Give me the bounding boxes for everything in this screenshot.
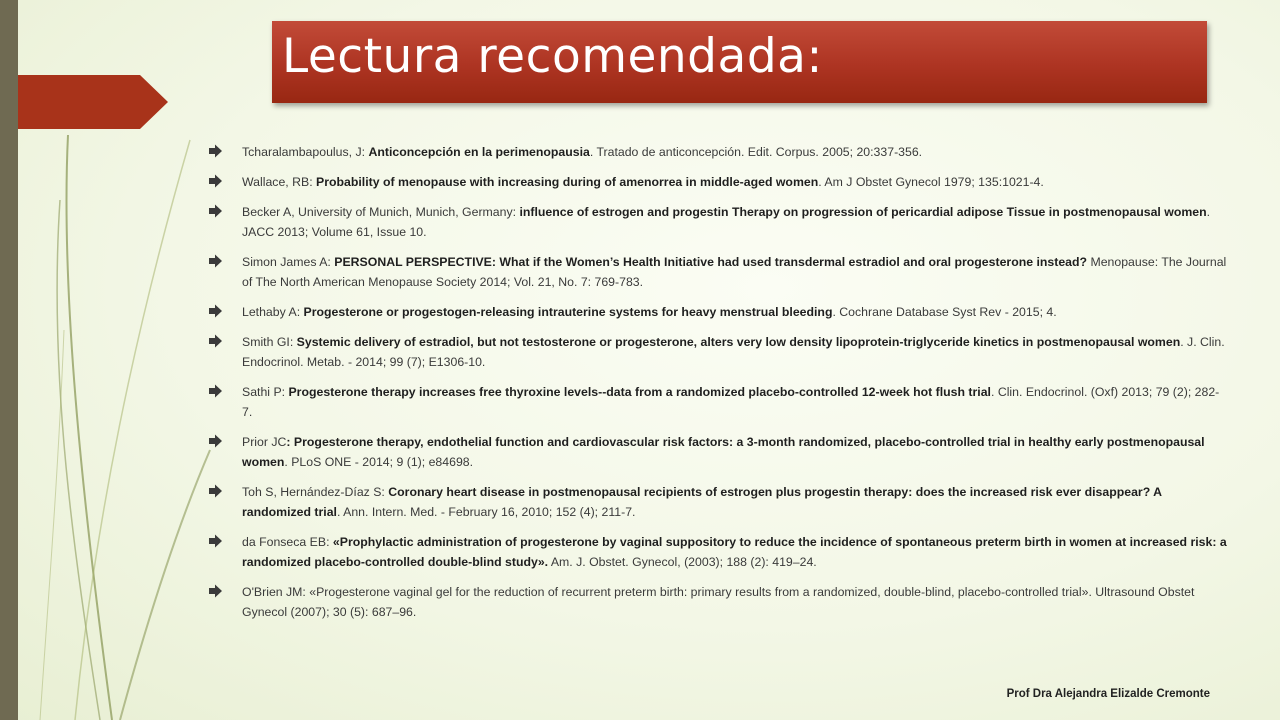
reference-authors: Simon James A: <box>242 255 335 269</box>
reference-source: . Ann. Intern. Med. - February 16, 2010; 152 (4); 211-7. <box>336 505 636 519</box>
arrow-right-icon <box>208 533 224 549</box>
reference-item <box>208 142 1228 162</box>
reference-source: . PLoS ONE - 2014; 9 (1); e84698. <box>284 455 474 469</box>
arrow-right-icon <box>208 143 224 159</box>
reference-item <box>208 252 1228 292</box>
reference-source: . Am J Obstet Gynecol 1979; 135:1021-4. <box>818 175 1044 189</box>
reference-title: PERSONAL PERSPECTIVE: What if the Women’s Health Initiative had used transdermal estradiol and oral progesterone instead? <box>334 255 1088 269</box>
reference-item <box>208 332 1228 372</box>
reference-source: Am. J. Obstet. Gynecol, (2003); 188 (2): 419–24. <box>548 555 817 569</box>
reference-source: . Cochrane Database Syst Rev - 2015; 4. <box>832 305 1057 319</box>
arrow-right-icon <box>208 433 224 449</box>
arrow-right-icon <box>208 303 224 319</box>
reference-source: . Tratado de anticoncepción. Edit. Corpus. 2005; 20:337-356. <box>589 145 923 159</box>
reference-item <box>208 382 1228 422</box>
reference-authors: Lethaby A: <box>242 305 304 319</box>
title-banner <box>272 21 1207 103</box>
reference-title: Progesterone therapy increases free thyroxine levels--data from a randomized placebo-controlled 12-week hot flush trial <box>288 385 991 399</box>
reference-authors: Wallace, RB: <box>242 175 317 189</box>
reference-authors: Smith GI: <box>242 335 297 349</box>
reference-source: Menopause: The Journal of The North American Menopause Society 2014; Vol. 21, No. 7: 769-783. <box>242 255 1227 289</box>
reference-authors: O'Brien JM: «Progesterone vaginal gel for the reduction of recurrent preterm birth: primary results from a randomized, double-blind, placebo-controlled trial». Ultrasound Obstet Gynecol (2007); 30 (5): 687–96. <box>242 585 1195 619</box>
arrow-right-icon <box>208 173 224 189</box>
reference-title: Systemic delivery of estradiol, but not testosterone or progesterone, alters very low density lipoprotein-triglyceride kinetics in postmenopausal women <box>296 335 1181 349</box>
arrow-right-icon <box>208 333 224 349</box>
reference-source: . JACC 2013; Volume 61, Issue 10. <box>242 205 1211 239</box>
reference-authors: Becker A, University of Munich, Munich, Germany: <box>242 205 520 219</box>
reference-source: . Clin. Endocrinol. (Oxf) 2013; 79 (2); 282-7. <box>242 385 1220 419</box>
reference-authors: Tcharalambapoulus, J: <box>242 145 369 159</box>
reference-item <box>208 202 1228 242</box>
reference-title: Progesterone or progestogen-releasing intrauterine systems for heavy menstrual bleeding <box>303 305 833 319</box>
reference-title: Anticoncepción en la perimenopausia <box>368 145 590 159</box>
reference-list <box>208 142 1228 632</box>
reference-authors: Sathi P: <box>242 385 289 399</box>
reference-item <box>208 302 1228 322</box>
reference-item <box>208 582 1228 622</box>
reference-authors: da Fonseca EB: <box>242 535 333 549</box>
reference-authors: Toh S, Hernández-Díaz S: <box>242 485 389 499</box>
accent-arrow-shape <box>18 75 168 129</box>
arrow-right-icon <box>208 253 224 269</box>
arrow-right-icon <box>208 203 224 219</box>
reference-title: influence of estrogen and progestin Therapy on progression of pericardial adipose Tissue in postmenopausal women <box>519 205 1207 219</box>
reference-authors: Prior JC <box>242 435 287 449</box>
reference-title: : Progesterone therapy, endothelial function and cardiovascular risk factors: a 3-month randomized, placebo-controlled trial in healthy early postmenopausal women <box>242 435 1205 469</box>
reference-item <box>208 532 1228 572</box>
reference-item <box>208 432 1228 472</box>
reference-source: . J. Clin. Endocrinol. Metab. - 2014; 99 (7); E1306-10. <box>242 335 1225 369</box>
arrow-right-icon <box>208 483 224 499</box>
reference-item <box>208 482 1228 522</box>
reference-title: Probability of menopause with increasing during of amenorrea in middle-aged women <box>316 175 819 189</box>
arrow-right-icon <box>208 583 224 599</box>
arrow-right-icon <box>208 383 224 399</box>
page-title: Lectura recomendada: <box>282 29 823 84</box>
reference-title: «Prophylactic administration of progesterone by vaginal suppository to reduce the incidence of spontaneous preterm birth in women at increased risk: a randomized placebo-controlled double-blind study». <box>242 535 1227 569</box>
author-footer: Prof Dra Alejandra Elizalde Cremonte <box>1006 688 1210 700</box>
reference-item <box>208 172 1228 192</box>
reference-title: Coronary heart disease in postmenopausal recipients of estrogen plus progestin therapy: does the increased risk ever disappear? A randomized trial <box>242 485 1162 519</box>
